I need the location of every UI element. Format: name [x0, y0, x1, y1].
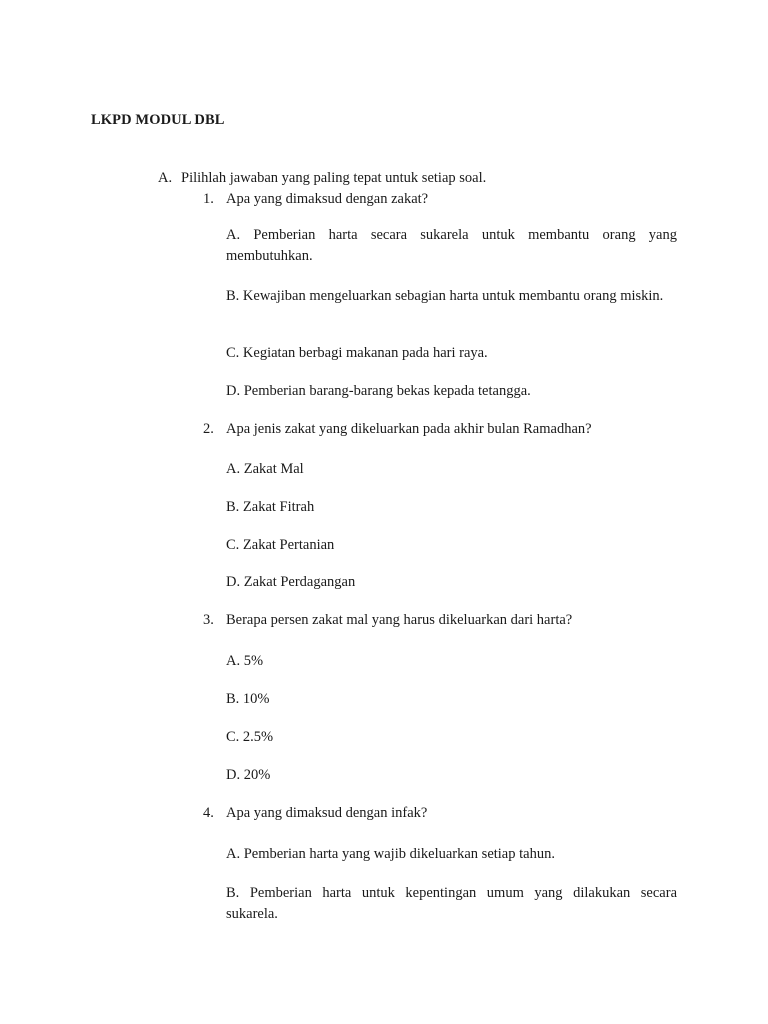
question-number: 3. — [203, 612, 214, 628]
q2-option-c: C. Zakat Pertanian — [226, 537, 335, 553]
q3-option-d: D. 20% — [226, 767, 271, 783]
question-text: Apa yang dimaksud dengan zakat? — [226, 191, 429, 207]
q3-option-c: C. 2.5% — [226, 729, 274, 745]
question-text: Apa yang dimaksud dengan infak? — [226, 805, 428, 821]
q4-option-a: A. Pemberian harta yang wajib dikeluarkan setiap tahun. — [226, 846, 555, 862]
q1-option-c: C. Kegiatan berbagi makanan pada hari raya. — [226, 345, 488, 361]
q3-option-b: B. 10% — [226, 691, 270, 707]
q1-option-d: D. Pemberian barang-barang bekas kepada tetangga. — [226, 383, 531, 399]
question-number: 2. — [203, 421, 214, 437]
section-instruction-text: Pilihlah jawaban yang paling tepat untuk setiap soal. — [181, 170, 487, 186]
document-title: LKPD MODUL DBL — [91, 112, 225, 128]
q2-option-b: B. Zakat Fitrah — [226, 499, 315, 515]
q3-option-a: A. 5% — [226, 653, 264, 669]
q4-option-b: B. Pemberian harta untuk kepentingan umum yang dilakukan secara sukarela. — [226, 885, 677, 922]
q2-option-a: A. Zakat Mal — [226, 461, 304, 477]
question-3 — [203, 612, 572, 629]
question-text: Berapa persen zakat mal yang harus dikeluarkan dari harta? — [226, 612, 573, 628]
q1-option-a: A. Pemberian harta secara sukarela untuk membantu orang yang membutuhkan. — [226, 227, 677, 264]
question-text: Apa jenis zakat yang dikeluarkan pada akhir bulan Ramadhan? — [226, 421, 592, 437]
section-instruction — [158, 170, 486, 187]
question-number: 1. — [203, 191, 214, 207]
question-number: 4. — [203, 805, 214, 821]
question-2 — [203, 421, 592, 438]
q1-option-b: B. Kewajiban mengeluarkan sebagian harta untuk membantu orang miskin. — [226, 288, 664, 304]
question-1 — [203, 191, 428, 208]
q2-option-d: D. Zakat Perdagangan — [226, 574, 356, 590]
section-letter: A. — [158, 170, 173, 186]
question-4 — [203, 805, 427, 822]
